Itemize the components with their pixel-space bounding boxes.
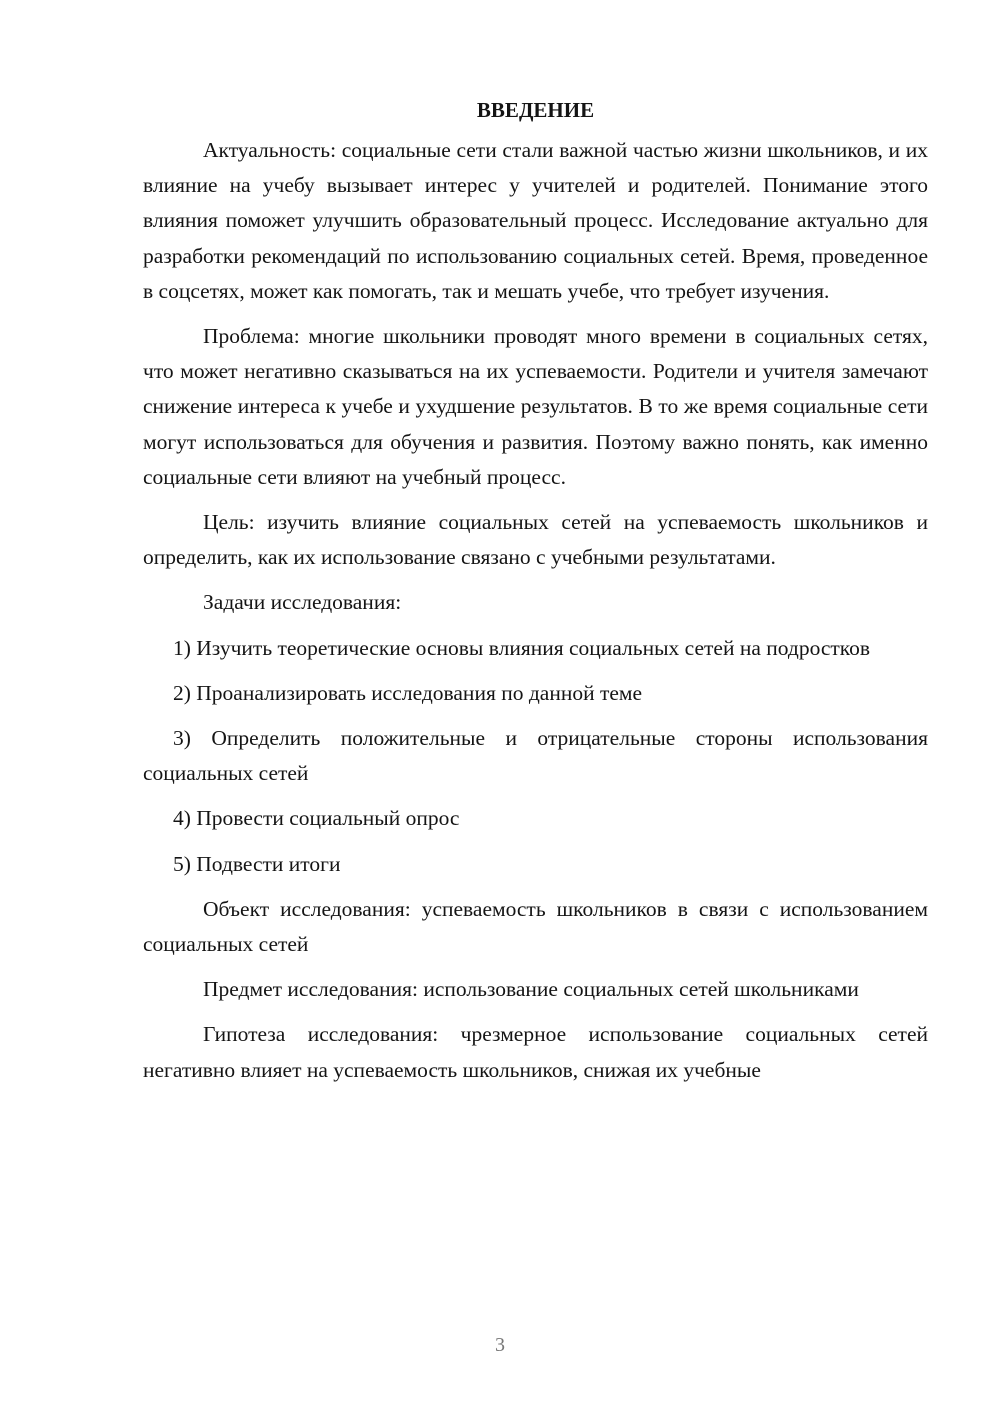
section-heading: ВВЕДЕНИЕ: [476, 98, 595, 122]
page-content: [143, 95, 928, 1098]
subject-paragraph: Предмет исследования: использование социальных сетей школьниками: [203, 977, 859, 1002]
task-item: 4) Провести социальный опрос: [173, 806, 460, 831]
tasks-title: Задачи исследования:: [203, 590, 402, 615]
goal-paragraph: Цель: изучить влияние социальных сетей на успеваемость школьников и определить, как их использование связано с учебными результатами.: [143, 510, 928, 570]
task-item: 2) Проанализировать исследования по данной теме: [173, 680, 643, 705]
task-item: 3) Определить положительные и отрицательные стороны использования социальных сетей: [143, 726, 928, 786]
hypothesis-paragraph: Гипотеза исследования: чрезмерное использование социальных сетей негативно влияет на успеваемость школьников, снижая их учебные: [143, 1022, 928, 1082]
object-paragraph: Объект исследования: успеваемость школьников в связи с использованием социальных сетей: [143, 896, 928, 957]
task-item: 5) Подвести итоги: [173, 851, 341, 876]
problem-paragraph: Проблема: многие школьники проводят много времени в социальных сетях, что может негативно сказываться на их успеваемости. Родители и учителя замечают снижение интереса к учебе и ухудшение результатов. В то же время социальные сети могут использоваться для обучения и развития. Поэтому важно понять, как именно социальные сети влияют на учебный процесс.: [143, 324, 928, 489]
page-number: 3: [495, 1334, 505, 1356]
task-item: 1) Изучить теоретические основы влияния социальных сетей на подростков: [173, 635, 871, 660]
relevance-paragraph: Актуальность: социальные сети стали важной частью жизни школьников, и их влияние на учебу вызывает интерес у учителей и родителей. Понимание этого влияния поможет улучшить образовательный процесс. Исследование актуально для разработки рекомендаций по использованию социальных сетей. Время, проведенное в соцсетях, может как помогать, так и мешать учебе, что требует изучения.: [143, 138, 928, 303]
